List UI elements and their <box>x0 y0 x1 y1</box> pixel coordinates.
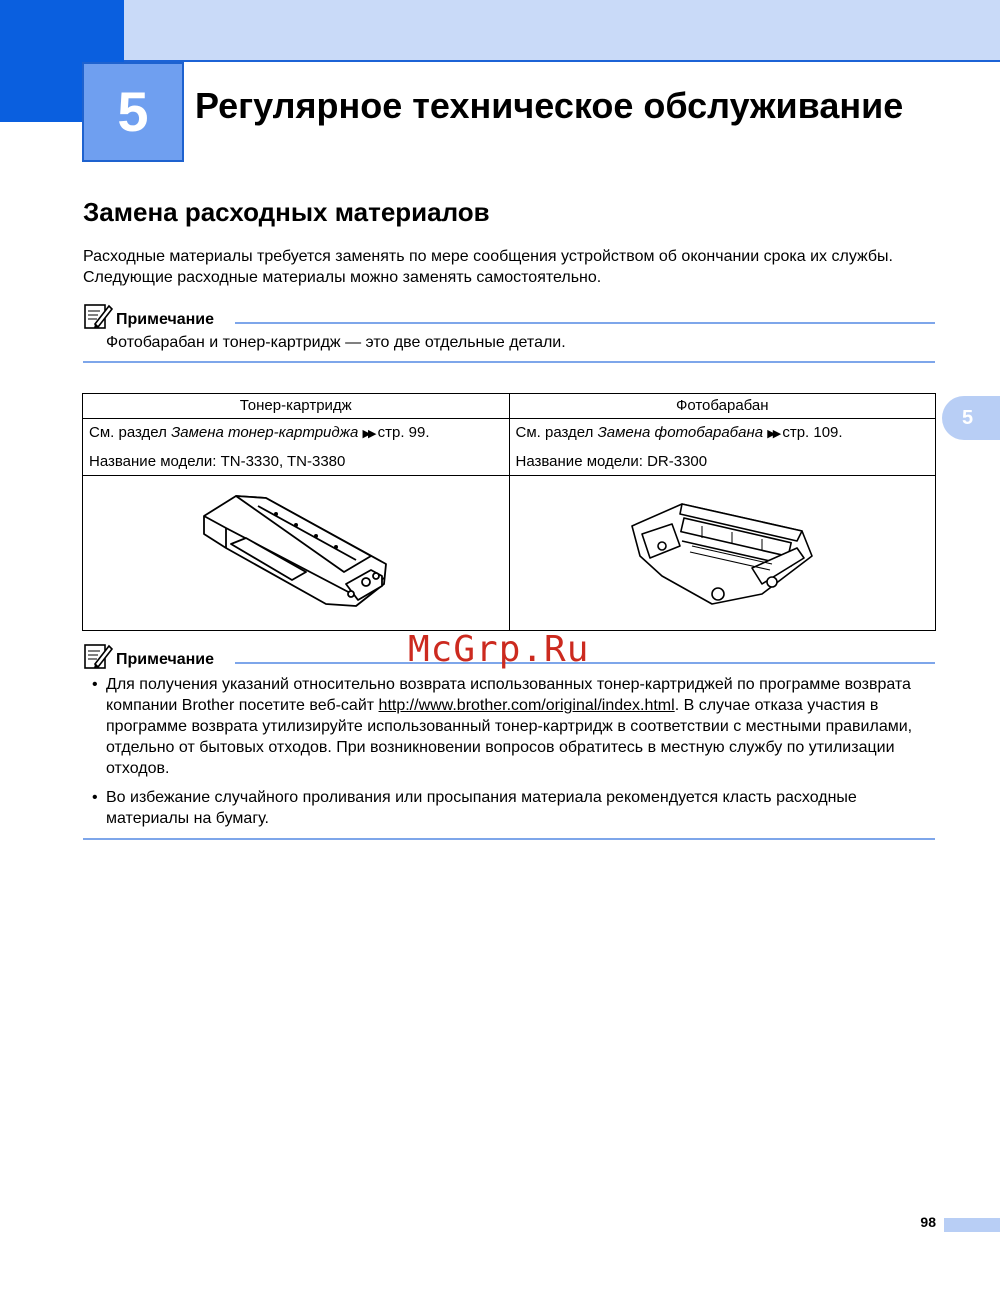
drum-ref <box>516 419 930 448</box>
note-pencil-icon <box>83 642 113 670</box>
list-item <box>92 674 942 779</box>
note-end-rule <box>83 838 935 840</box>
drum-info-cell <box>509 419 936 476</box>
note-end-rule <box>83 361 935 363</box>
toner-image-cell <box>83 476 510 631</box>
note-label: Примечание <box>116 651 215 668</box>
toner-header: Тонер-картридж <box>83 394 510 419</box>
drum-model: Название модели: DR-3300 <box>515 453 708 470</box>
drum-ref-link[interactable]: Замена фотобарабана <box>597 424 764 441</box>
note-bullet-list <box>92 674 942 837</box>
intro-paragraph: Расходные материалы требуется заменять по мере сообщения устройством об окончании срока их службы. Следующие расходные материалы можно заменять самостоятельно. <box>83 248 893 286</box>
note-header <box>83 302 935 334</box>
header-band-rule <box>124 60 1000 62</box>
page-number: 98 <box>920 1214 936 1230</box>
chapter-side-tab[interactable]: 5 <box>942 396 1000 440</box>
chapter-title: Регулярное техническое обслуживание <box>195 85 904 126</box>
note-rule <box>235 322 935 324</box>
note-pencil-icon <box>83 302 113 330</box>
toner-model: Название модели: TN-3330, TN-3380 <box>89 453 346 470</box>
drum-header: Фотобарабан <box>509 394 936 419</box>
header-band <box>0 0 1000 60</box>
note-text: Фотобарабан и тонер-картридж — это две отдельные детали. <box>106 334 566 351</box>
chapter-number: 5 <box>82 62 184 162</box>
bullet-text: Для получения указаний относительно возврата использованных тонер-картриджей по программе возврата компании Brother посетите веб-сайт <box>106 676 911 714</box>
toner-cartridge-illustration <box>196 486 396 616</box>
section-title: Замена расходных материалов <box>83 197 490 227</box>
double-arrow-icon: ▶▶ <box>767 428 779 440</box>
bullet-text: . В случае отказа участия в программе возврата утилизируйте использованный тонер-картридж в соответствии с местными правилами, отдельно от бытовых отходов. При возникновении вопросов обратитесь в местную службу по утилизации отходов. <box>106 697 913 777</box>
drum-unit-illustration <box>622 486 822 616</box>
supplies-table <box>82 393 936 631</box>
list-item: • Во избежание случайного проливания или просыпания материала рекомендуется класть расходные материалы на бумагу. <box>92 787 942 829</box>
note-label: Примечание <box>116 311 215 328</box>
toner-ref-page: стр. 99. <box>373 424 430 441</box>
watermark: McGrp.Ru <box>408 629 590 670</box>
drum-ref-page: стр. 109. <box>778 424 843 441</box>
brother-recycling-link[interactable]: http://www.brother.com/original/index.html <box>378 697 675 714</box>
drum-ref-prefix: См. раздел <box>515 424 598 441</box>
toner-ref-prefix: См. раздел <box>89 424 172 441</box>
double-arrow-icon: ▶▶ <box>362 428 374 440</box>
page-number-bar <box>944 1218 1000 1232</box>
toner-info-cell <box>83 419 510 476</box>
drum-image-cell <box>509 476 936 631</box>
toner-ref <box>89 419 503 448</box>
toner-ref-link[interactable]: Замена тонер-картриджа <box>171 424 359 441</box>
